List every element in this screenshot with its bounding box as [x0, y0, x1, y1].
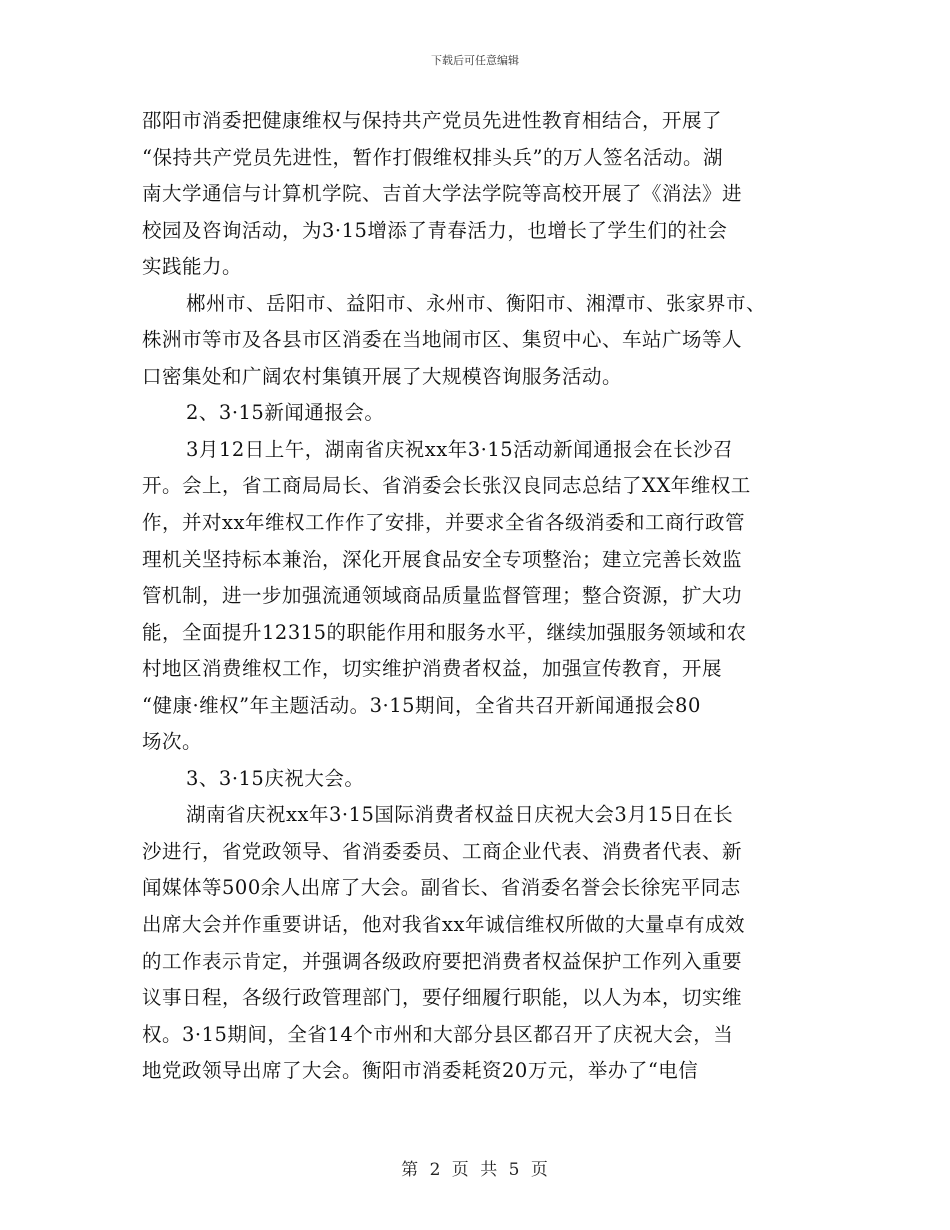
body-line: 郴州市、岳阳市、益阳市、永州市、衡阳市、湘潭市、张家界市、 — [186, 291, 767, 315]
body-line: 口密集处和广阔农村集镇开展了大规模咨询服务活动。 — [142, 364, 623, 388]
body-line: 议事日程，各级行政管理部门，要仔细履行职能，以人为本，切实维 — [142, 986, 743, 1010]
body-line: 湖南省庆祝xx年3·15国际消费者权益日庆祝大会3月15日在长 — [186, 803, 734, 827]
body-line: 3月12日上午，湖南省庆祝xx年3·15活动新闻通报会在长沙召 — [186, 437, 734, 461]
document-body — [142, 103, 822, 1090]
body-line: 地党政领导出席了大会。衡阳市消委耗资20万元，举办了“电信 — [142, 1059, 699, 1083]
body-line: 株洲市等市及各县市区消委在当地闹市区、集贸中心、车站广场等人 — [142, 328, 743, 352]
body-line: 沙进行，省党政领导、省消委委员、工商企业代表、消费者代表、新 — [142, 839, 743, 863]
body-line: 权。3·15期间，全省14个市州和大部分县区都召开了庆祝大会，当 — [142, 1022, 734, 1046]
body-line: 邵阳市消委把健康维权与保持共产党员先进性教育相结合，开展了 — [142, 109, 723, 132]
page-header-note: 下载后可任意编辑 — [431, 54, 519, 67]
page-number-indicator: 第 2 页 共 5 页 — [401, 1160, 549, 1180]
body-line: 的工作表示肯定，并强调各级政府要把消费者权益保护工作列入重要 — [142, 949, 743, 973]
body-line: 校园及咨询活动，为3·15增添了青春活力，也增长了学生们的社会 — [142, 218, 728, 242]
body-line: 作，并对xx年维权工作作了安排，并要求全省各级消委和工商行政管 — [142, 511, 745, 535]
body-line: 理机关坚持标本兼治，深化开展食品安全专项整治；建立完善长效监 — [142, 547, 743, 571]
body-line: 闻媒体等500余人出席了大会。副省长、省消委名誉会长徐宪平同志 — [142, 876, 741, 900]
section-heading: 3、3·15庆祝大会。 — [186, 766, 365, 790]
section-heading: 2、3·15新闻通报会。 — [186, 401, 385, 425]
body-line: 实践能力。 — [142, 255, 243, 279]
body-line: 出席大会并作重要讲话，他对我省xx年诚信维权所做的大量卓有成效 — [142, 913, 745, 937]
body-line: 管机制，进一步加强流通领域商品质量监督管理；整合资源，扩大功 — [142, 584, 743, 608]
body-line: “保持共产党员先进性，暂作打假维权排头兵”的万人签名活动。湖 — [142, 145, 723, 169]
body-line: 场次。 — [142, 730, 203, 754]
body-line: 开。会上，省工商局局长、省消委会长张汉良同志总结了XX年维权工 — [142, 474, 751, 498]
body-line: 能，全面提升12315的职能作用和服务水平，继续加强服务领域和农 — [142, 620, 747, 644]
body-line: “健康·维权”年主题活动。3·15期间，全省共召开新闻通报会80 — [142, 693, 701, 717]
body-line: 村地区消费维权工作，切实维护消费者权益，加强宣传教育，开展 — [142, 657, 723, 681]
body-line: 南大学通信与计算机学院、吉首大学法学院等高校开展了《消法》进 — [142, 182, 743, 206]
